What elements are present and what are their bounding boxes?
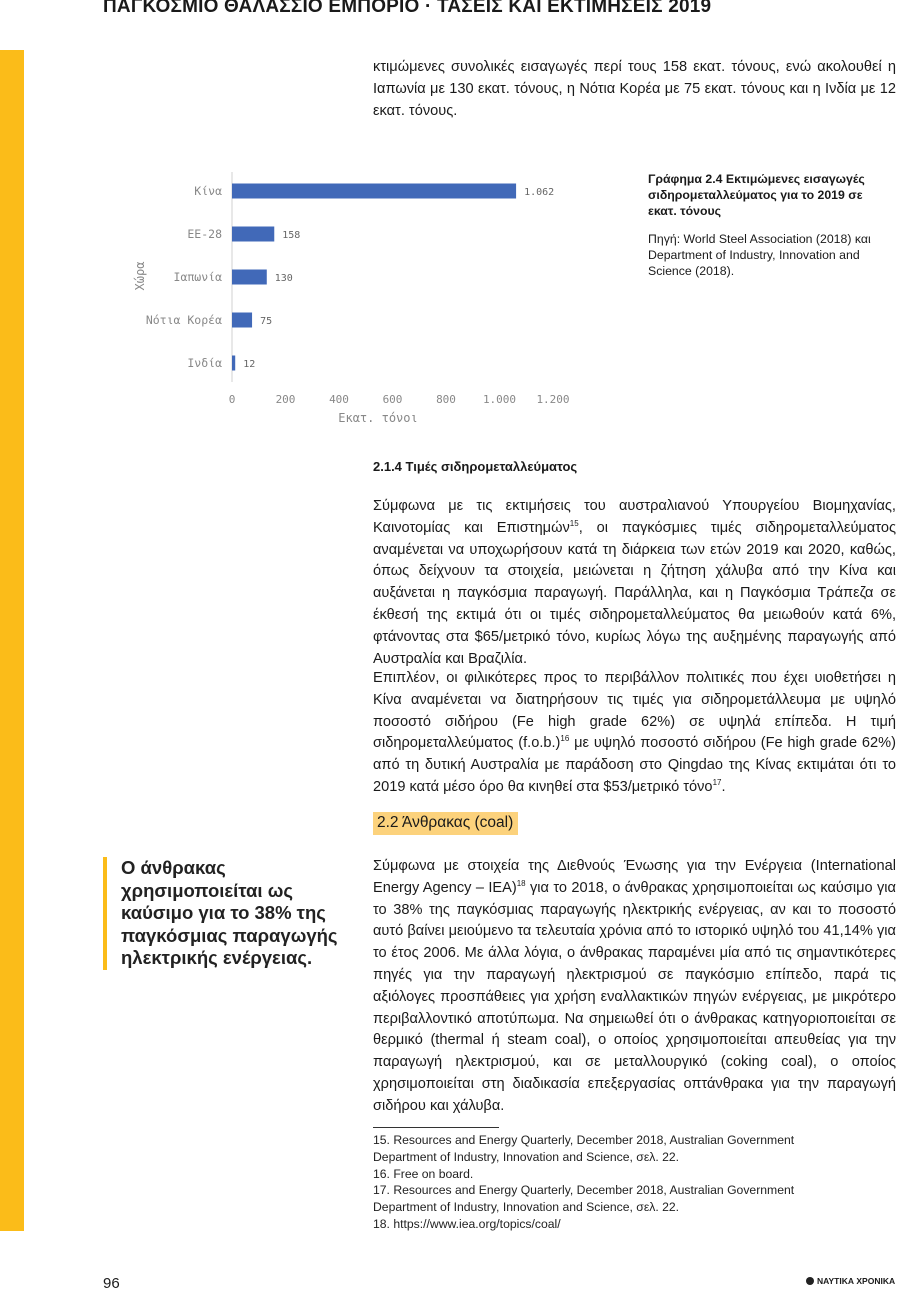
bar-value-label: 1.062: [524, 187, 555, 198]
intro-paragraph: κτιμώμενες συνολικές εισαγωγές περί τους 158 εκατ. τόνους, ενώ ακολουθεί η Ιαπωνία με 130 εκατ. τόνους, η Νότια Κορέα με 75 εκατ. τόνους και η Ινδία με 12 εκατ. τόνους.: [373, 59, 896, 119]
category-label: ΕΕ-28: [187, 227, 222, 241]
footnote-17-line-2: Department of Industry, Innovation and Science, σελ. 22.: [373, 1200, 680, 1215]
y-axis-title: Χώρα: [133, 261, 147, 291]
x-tick-label: 1.200: [536, 393, 570, 406]
x-tick-label: 800: [436, 393, 456, 406]
caption-source: Πηγή: World Steel Association (2018) και Department of Industry, Innovation and Science (2018).: [648, 232, 871, 278]
x-ticks-group: [229, 393, 570, 406]
footnotes: [373, 1132, 794, 1233]
section-2-paragraph: Σύμφωνα με στοιχεία της Διεθνούς Ένωσης για την Ενέργεια (International Energy Agency – IEA)$^{18}$ για το 2018, ο άνθρακας χρησιμοποιείται ως καύσιμο για το 38% της παγκόσμιας παραγωγής ηλεκτρικής ενέργειας, αν και το ποσοστό αυτό βαίνει μειούμενο τα τελευταία χρόνια από το ιστορικό υψηλό του 41,14% για το έτος 2006. Με άλλα λόγια, ο άνθρακας παραμένει μία από τις σημαντικότερες πηγές για την παραγωγή ηλεκτρισμού σε παγκόσμιο επίπεδο, παρά τις αξιόλογες προσπάθειες για χρήση εναλλακτικών πηγών ενέργειας, με μικρότερο περιβαλλοντικό αποτύπωμα. Να σημειωθεί ότι ο άνθρακας κατηγοριοποιείται σε θερμικό (thermal ή steam coal), ο οποίος χρησιμοποιείται απευθείας για την παραγωγή ηλεκτρισμού, και σε μεταλλουργικό (coking coal), ο οποίος χρησιμοποιείται στη διαδικασία επεξεργασίας οπτάνθρακα για την παραγωγή σιδήρου και χάλυβα.: [373, 858, 896, 1114]
bar: [232, 313, 252, 328]
page-number: 96: [103, 1275, 120, 1292]
bar-value-label: 130: [274, 273, 293, 284]
bar: [232, 356, 235, 371]
footnote-15-line-2: Department of Industry, Innovation and Science, σελ. 22.: [373, 1149, 680, 1164]
bar-value-label: 158: [282, 230, 301, 241]
bar: [232, 184, 516, 199]
section-1-paragraph-2: Επιπλέον, οι φιλικότερες προς το περιβάλλον πολιτικές που έχει υιοθετήσει η Κίνα αναμένεται να διατηρήσουν τις τιμές για σιδηρομετάλλευμα με υψηλό ποσοστό σιδήρου (Fe high grade 62%) σε υψηλά επίπεδα. Η τιμή σιδηρομεταλλεύματος $(f.o.b.)^{16}$ με υψηλό ποσοστό σιδήρου (Fe high grade 62%) από τη δυτική Αυστραλία με παράδοση στο Qingdao της Κίνας εκτιμάται ότι το 2019 κατά μέσο όρο θα κινηθεί στα $53/μετρικό τόνο$^{17}$.: [373, 670, 896, 795]
x-tick-label: 0: [228, 393, 236, 406]
x-tick-label: 1.000: [482, 393, 517, 406]
x-axis-title: Εκατ. τόνοι: [338, 411, 418, 425]
section-1-paragraph-1: Σύμφωνα με τις εκτιμήσεις του αυστραλιανού Υπουργείου Βιομηχανίας, Καινοτομίας και Επιστημών$^{15}$, οι παγκόσμιες τιμές σιδηρομεταλλεύματος αναμένεται να υποχωρήσουν κατά τη διάρκεια των ετών 2019 και 2020, καθώς, όπως δείχνουν τα στοιχεία, μειώνεται η ζήτηση χάλυβα από την Κίνα και αυξάνεται η παγκόσμια παραγωγή. Παράλληλα, και η Παγκόσμια Τράπεζα σε έκθεσή της εκτιμά ότι οι τιμές σιδηρομεταλλεύματος θα μειωθούν κατά 6%, φτάνοντας στα $65/μετρικό τόνο, κυρίως λόγω της αυξημένης παραγωγής από Αυστραλία και Βραζιλία.: [373, 498, 896, 667]
footnote-15-line-1: 15. Resources and Energy Quarterly, December 2018, Australian Government: [373, 1133, 795, 1147]
brand-name: ΝΑΥΤΙΚΑ ΧΡΟΝΙΚΑ: [817, 1276, 896, 1286]
footnote-ref-18: 18: [516, 878, 526, 888]
bar: [232, 227, 274, 242]
side-accent-bar: [0, 50, 24, 1231]
footnote-rule: [373, 1127, 499, 1128]
bar-value-label: 12: [243, 359, 256, 370]
bar-value-label: 75: [260, 316, 273, 327]
section-2-2-heading: 2.2 Άνθρακας (coal): [373, 812, 518, 835]
footnote-16: 16. Free on board.: [373, 1166, 474, 1181]
iron-ore-imports-chart: [120, 172, 590, 434]
footer-brand: [806, 1276, 895, 1286]
x-tick-label: 400: [329, 393, 349, 406]
pull-quote: Ο άνθρακας χρησιμοποιείται ως καύσιμο για το 38% της παγκόσμιας παραγωγής ηλεκτρικής ενέργειας.: [103, 857, 356, 970]
chart-caption: [648, 171, 888, 279]
footnote-18: 18. https://www.iea.org/topics/coal/: [373, 1216, 561, 1231]
category-label: Ιαπωνία: [173, 270, 222, 284]
x-tick-label: 200: [275, 393, 296, 406]
x-tick-label: 600: [382, 393, 403, 406]
category-label: Νότια Κορέα: [145, 313, 222, 327]
footnote-17-line-1: 17. Resources and Energy Quarterly, December 2018, Australian Government: [373, 1183, 795, 1198]
brand-logo-icon: [806, 1277, 814, 1285]
category-label: Κίνα: [194, 184, 222, 198]
category-label: Ινδία: [187, 356, 222, 370]
footnote-ref-17: 17: [712, 778, 722, 788]
footnote-ref-16: 16: [560, 734, 570, 744]
bar: [232, 270, 267, 285]
footnote-ref-15: 15: [569, 518, 579, 528]
bars-group: [146, 184, 554, 371]
section-2-1-4-title: 2.1.4 Τιμές σιδηρομεταλλεύματος: [373, 459, 578, 474]
caption-title: Γράφημα 2.4 Εκτιμώμενες εισαγωγές σιδηρομεταλλεύματος για το 2019 σε εκατ. τόνους: [648, 172, 865, 218]
page-header-title: ΠΑΓΚΟΣΜΙΟ ΘΑΛΑΣΣΙΟ ΕΜΠΟΡΙΟ · ΤΑΣΕΙΣ ΚΑΙ ΕΚΤΙΜΗΣΕΙΣ 2019: [103, 0, 712, 17]
